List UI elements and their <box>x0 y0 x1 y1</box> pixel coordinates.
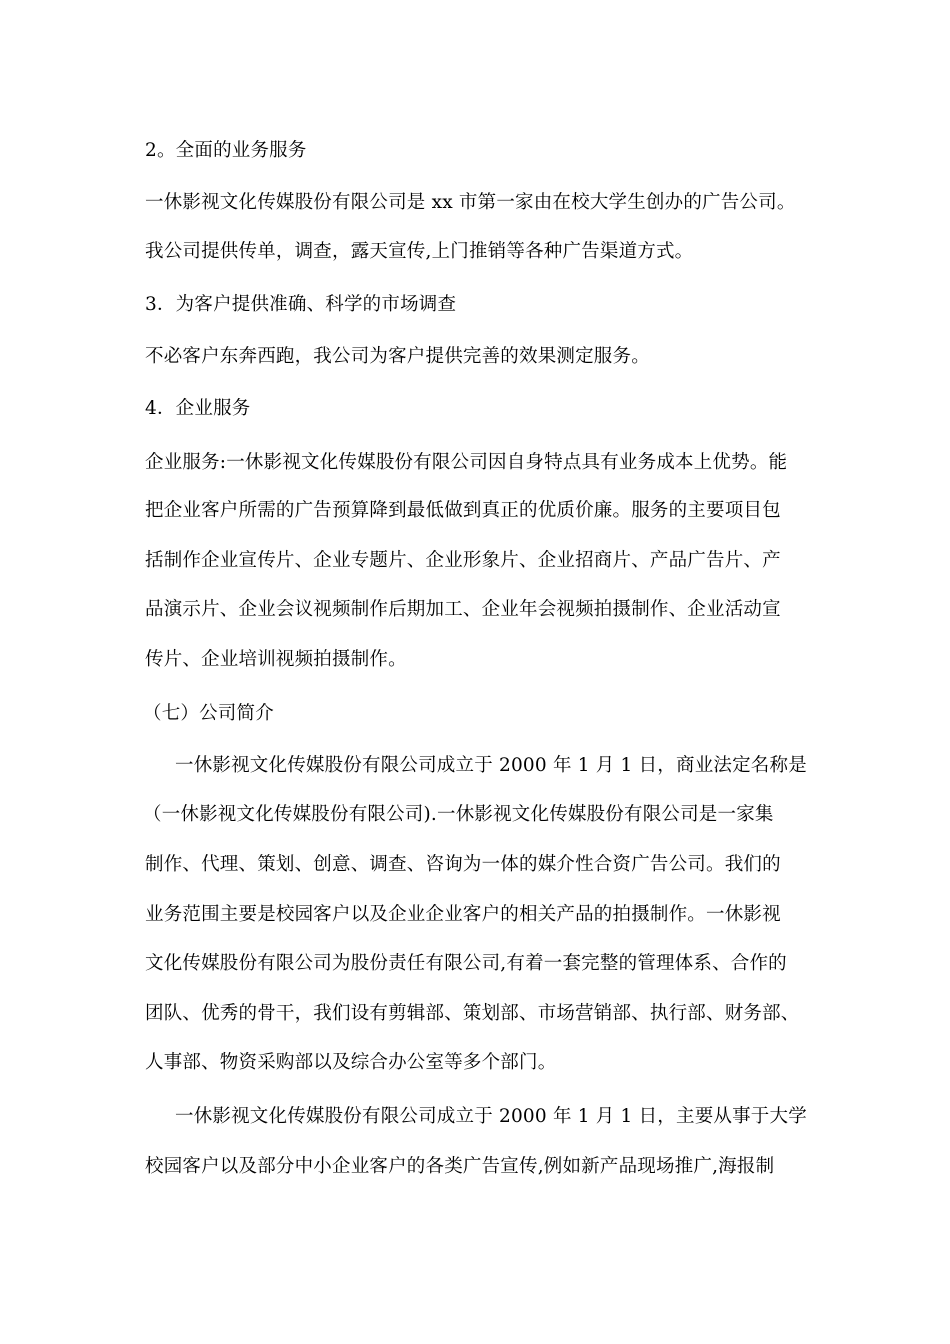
paragraph-line: 一休影视文化传媒股份有限公司成立于 2000 年 1 月 1 日，商业法定名称是 <box>175 755 807 776</box>
paragraph-line: 一休影视文化传媒股份有限公司是 xx 市第一家由在校大学生创办的广告公司。 <box>145 192 796 213</box>
paragraph-line: 团队、优秀的骨干，我们设有剪辑部、策划部、市场营销部、执行部、财务部、 <box>145 1003 800 1024</box>
paragraph-line: 校园客户以及部分中小企业客户的各类广告宣传,例如新产品现场推广,海报制 <box>145 1156 775 1177</box>
paragraph-line: 文化传媒股份有限公司为股份责任有限公司,有着一套完整的管理体系、合作的 <box>145 953 787 974</box>
paragraph-line: 企业服务:一休影视文化传媒股份有限公司因自身特点具有业务成本上优势。能 <box>145 452 788 473</box>
paragraph-line: 品演示片、企业会议视频制作后期加工、企业年会视频拍摄制作、企业活动宣 <box>145 599 781 620</box>
paragraph-line: 括制作企业宣传片、企业专题片、企业形象片、企业招商片、产品广告片、产 <box>145 550 781 571</box>
paragraph-line: 把企业客户所需的广告预算降到最低做到真正的优质价廉。服务的主要项目包 <box>145 500 781 521</box>
paragraph-line: 传片、企业培训视频拍摄制作。 <box>145 649 407 670</box>
paragraph-line: 一休影视文化传媒股份有限公司成立于 2000 年 1 月 1 日，主要从事于大学 <box>175 1106 807 1127</box>
paragraph-line: （一休影视文化传媒股份有限公司).一休影视文化传媒股份有限公司是一家集 <box>143 804 774 825</box>
paragraph-line: 业务范围主要是校园客户以及企业企业客户的相关产品的拍摄制作。一休影视 <box>145 904 781 925</box>
paragraph-line: 不必客户东奔西跑，我公司为客户提供完善的效果测定服务。 <box>145 346 650 367</box>
paragraph-line: 制作、代理、策划、创意、调查、咨询为一体的媒介性合资广告公司。我们的 <box>145 854 781 875</box>
heading-company-profile: （七）公司简介 <box>143 703 274 724</box>
paragraph-line: 人事部、物资采购部以及综合办公室等多个部门。 <box>145 1052 557 1073</box>
heading-market-survey: 3．为客户提供准确、科学的市场调查 <box>145 294 457 315</box>
paragraph-line: 我公司提供传单，调查，露天宣传,上门推销等各种广告渠道方式。 <box>145 241 694 262</box>
heading-full-service: 2。全面的业务服务 <box>145 140 307 161</box>
heading-enterprise-service: 4．企业服务 <box>145 398 251 419</box>
